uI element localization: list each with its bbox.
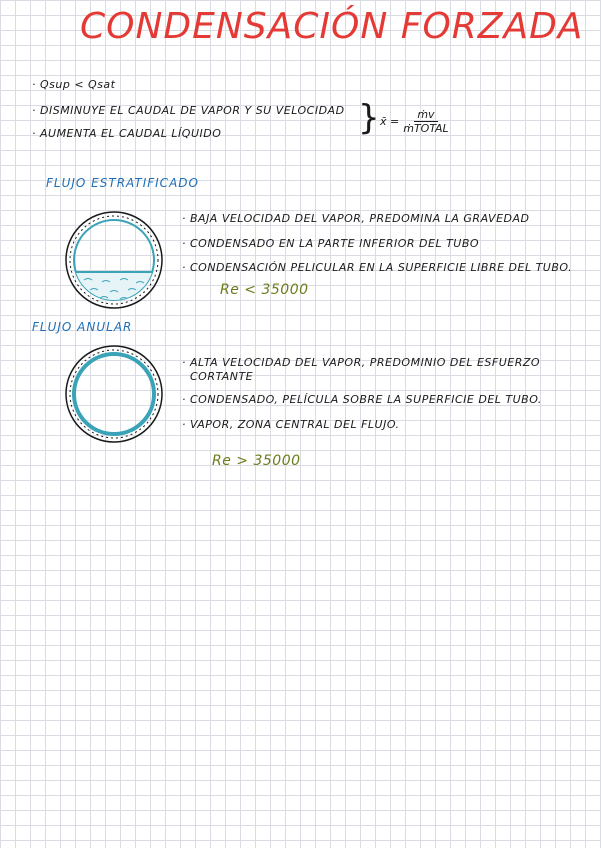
formula-numerator: ṁv xyxy=(414,108,437,122)
intro-line-disminuye: · DISMINUYE EL CAUDAL DE VAPOR Y SU VELOCIDAD xyxy=(32,104,345,117)
heading-flujo-anular: FLUJO ANULAR xyxy=(32,320,133,334)
pipe-wall-hatch xyxy=(70,350,158,438)
brace-icon: } xyxy=(358,98,380,138)
section1-bullet-1: · BAJA VELOCIDAD DEL VAPOR, PREDOMINA LA GRAVEDAD xyxy=(182,212,530,225)
section1-reynolds: Re < 35000 xyxy=(220,282,309,298)
quality-formula xyxy=(380,108,449,135)
heading-flujo-estratificado: FLUJO ESTRATIFICADO xyxy=(46,176,199,190)
annular-condensate-film xyxy=(74,354,154,434)
pipe-outer-wall xyxy=(66,346,162,442)
section1-bullet-2: · CONDENSADO EN LA PARTE INFERIOR DEL TUBO xyxy=(182,237,480,250)
intro-line-q: · Qsup < Qsat xyxy=(32,78,116,91)
formula-denominator: ṁTOTAL xyxy=(403,122,449,135)
section2-bullet-1-cont: CORTANTE xyxy=(190,370,254,383)
page-title: CONDENSACIÓN FORZADA xyxy=(80,6,584,47)
section2-bullet-3: · VAPOR, ZONA CENTRAL DEL FLUJO. xyxy=(182,418,400,431)
section2-bullet-2: · CONDENSADO, PELÍCULA SOBRE LA SUPERFICIE DEL TUBO. xyxy=(182,393,542,406)
intro-line-aumenta: · AUMENTA EL CAUDAL LÍQUIDO xyxy=(32,127,222,140)
formula-lhs: x̄ = xyxy=(380,115,400,128)
annular-pipe-diagram xyxy=(62,342,166,446)
stratified-pipe-diagram xyxy=(62,208,166,312)
section2-bullet-1: · ALTA VELOCIDAD DEL VAPOR, PREDOMINIO DEL ESFUERZO xyxy=(182,356,541,369)
section2-reynolds: Re > 35000 xyxy=(212,453,301,469)
section1-bullet-3: · CONDENSACIÓN PELICULAR EN LA SUPERFICIE LIBRE DEL TUBO. xyxy=(182,261,573,274)
